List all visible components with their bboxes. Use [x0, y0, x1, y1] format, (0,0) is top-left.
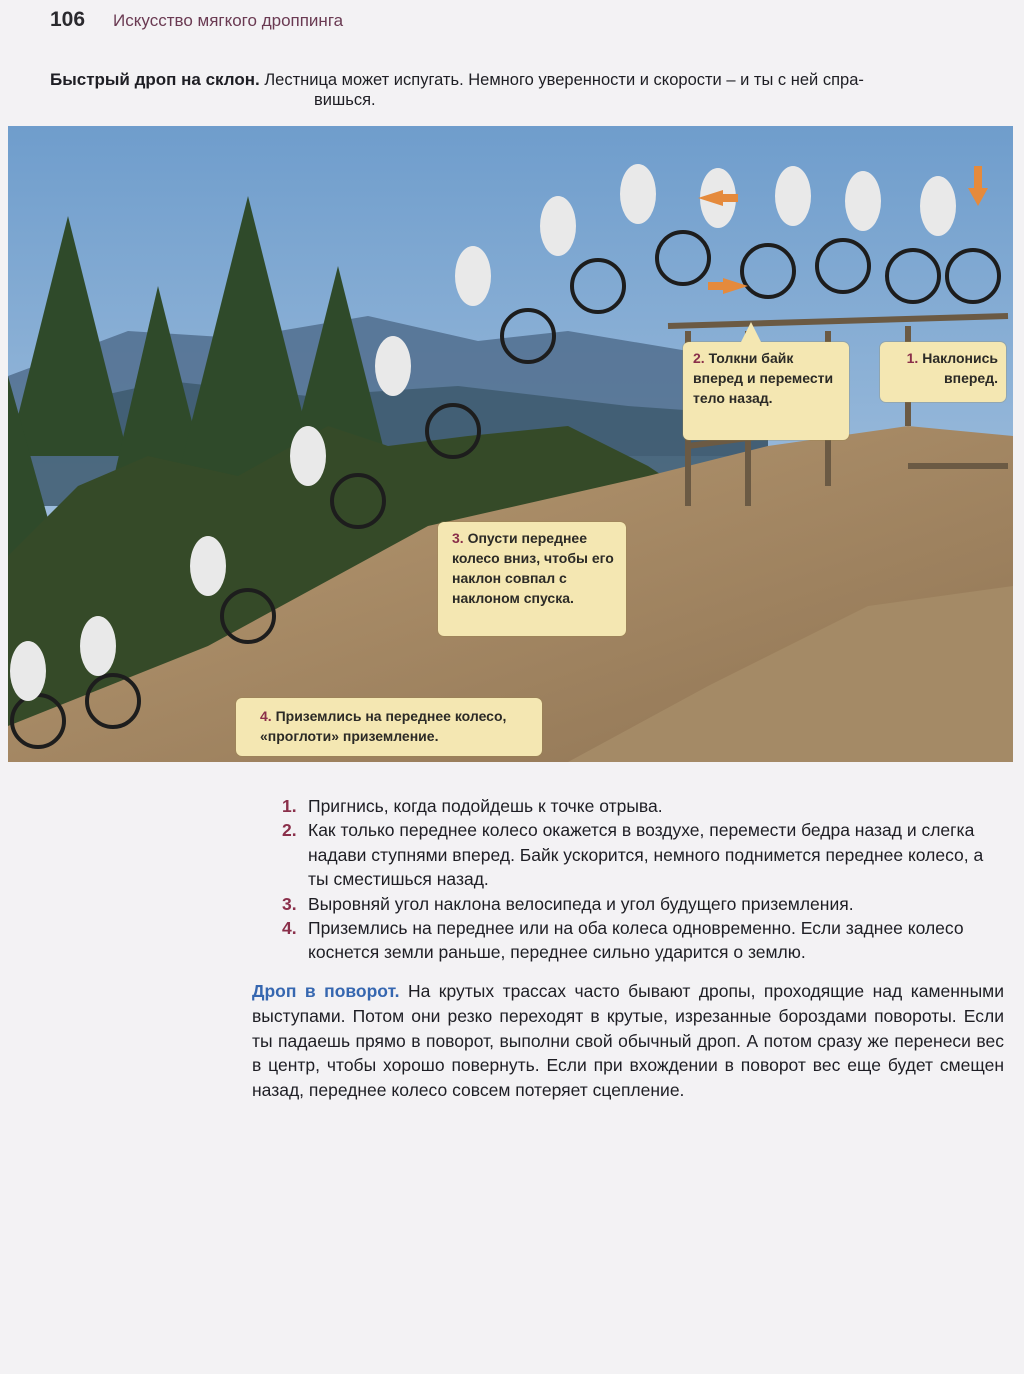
caption-text-line2: вишься. [314, 91, 376, 109]
drop-into-turn-paragraph [252, 979, 1004, 1103]
step-text: Как только переднее колесо окажется в воздухе, перемести бедра назад и слегка надави ступнями вперед. Байк ускорится, немного поднимется переднее колесо, а ты сместишься назад. [308, 820, 984, 890]
step-text: Выровняй угол наклона велосипеда и угол будущего приземления. [308, 893, 854, 914]
callout-4-text: Приземлись на переднее колесо, «проглоти» приземление. [260, 708, 507, 744]
list-item [276, 794, 1006, 818]
list-item [276, 916, 1006, 965]
step-number: 1. [282, 796, 297, 816]
callout-3 [438, 522, 626, 636]
list-item [276, 892, 1006, 916]
step-text: Приземлись на переднее или на оба колеса одновременно. Если заднее колесо коснется земли раньше, переднее сильно ударится о землю. [308, 918, 964, 963]
paragraph-lead: Дроп в поворот. [252, 981, 400, 1001]
list-item [276, 818, 1006, 891]
callout-3-text: Опусти переднее колесо вниз, чтобы его наклон совпал с наклоном спуска. [452, 530, 614, 606]
callout-4 [236, 698, 542, 756]
page-number: 106 [50, 8, 86, 31]
paragraph-text: На крутых трассах часто бывают дропы, проходящие над каменными выступами. Потом они резко переходят в крутые, изрезанные бороздами повороты. Если ты падаешь прямо в поворот, выполни свой обычный дроп. А потом сразу же перенеси вес в центр, чтобы хорошо повернуть. Если при вхождении в поворот вес еще будет смещен назад, переднее колесо совсем потеряет сцепление. [252, 981, 1004, 1101]
caption-lead: Быстрый дроп на склон. [50, 70, 260, 89]
callout-4-number: 4. [260, 708, 272, 724]
steps-list [276, 794, 1006, 965]
callout-3-number: 3. [452, 530, 464, 546]
step-text: Пригнись, когда подойдешь к точке отрыва. [308, 796, 663, 816]
callout-1-text: Наклонись вперед. [922, 350, 998, 386]
step-number: 3. [282, 893, 297, 914]
step-number: 4. [282, 918, 297, 939]
running-title: Искусство мягкого дроппинга [113, 11, 344, 30]
photo-illustration [8, 126, 1013, 762]
callout-2 [683, 342, 849, 440]
callout-1-number: 1. [906, 350, 919, 366]
callout-1 [880, 342, 1006, 402]
caption-text-line1: Лестница может испугать. Немного уверенности и скорости – и ты с ней спра- [264, 71, 864, 89]
photo-caption [50, 70, 1000, 110]
sequence-photo [8, 126, 1013, 762]
page-header [50, 8, 343, 40]
callout-2-number: 2. [693, 350, 705, 366]
callout-2-text: Толкни байк вперед и перемести тело назад. [693, 350, 834, 406]
step-number: 2. [282, 820, 297, 841]
